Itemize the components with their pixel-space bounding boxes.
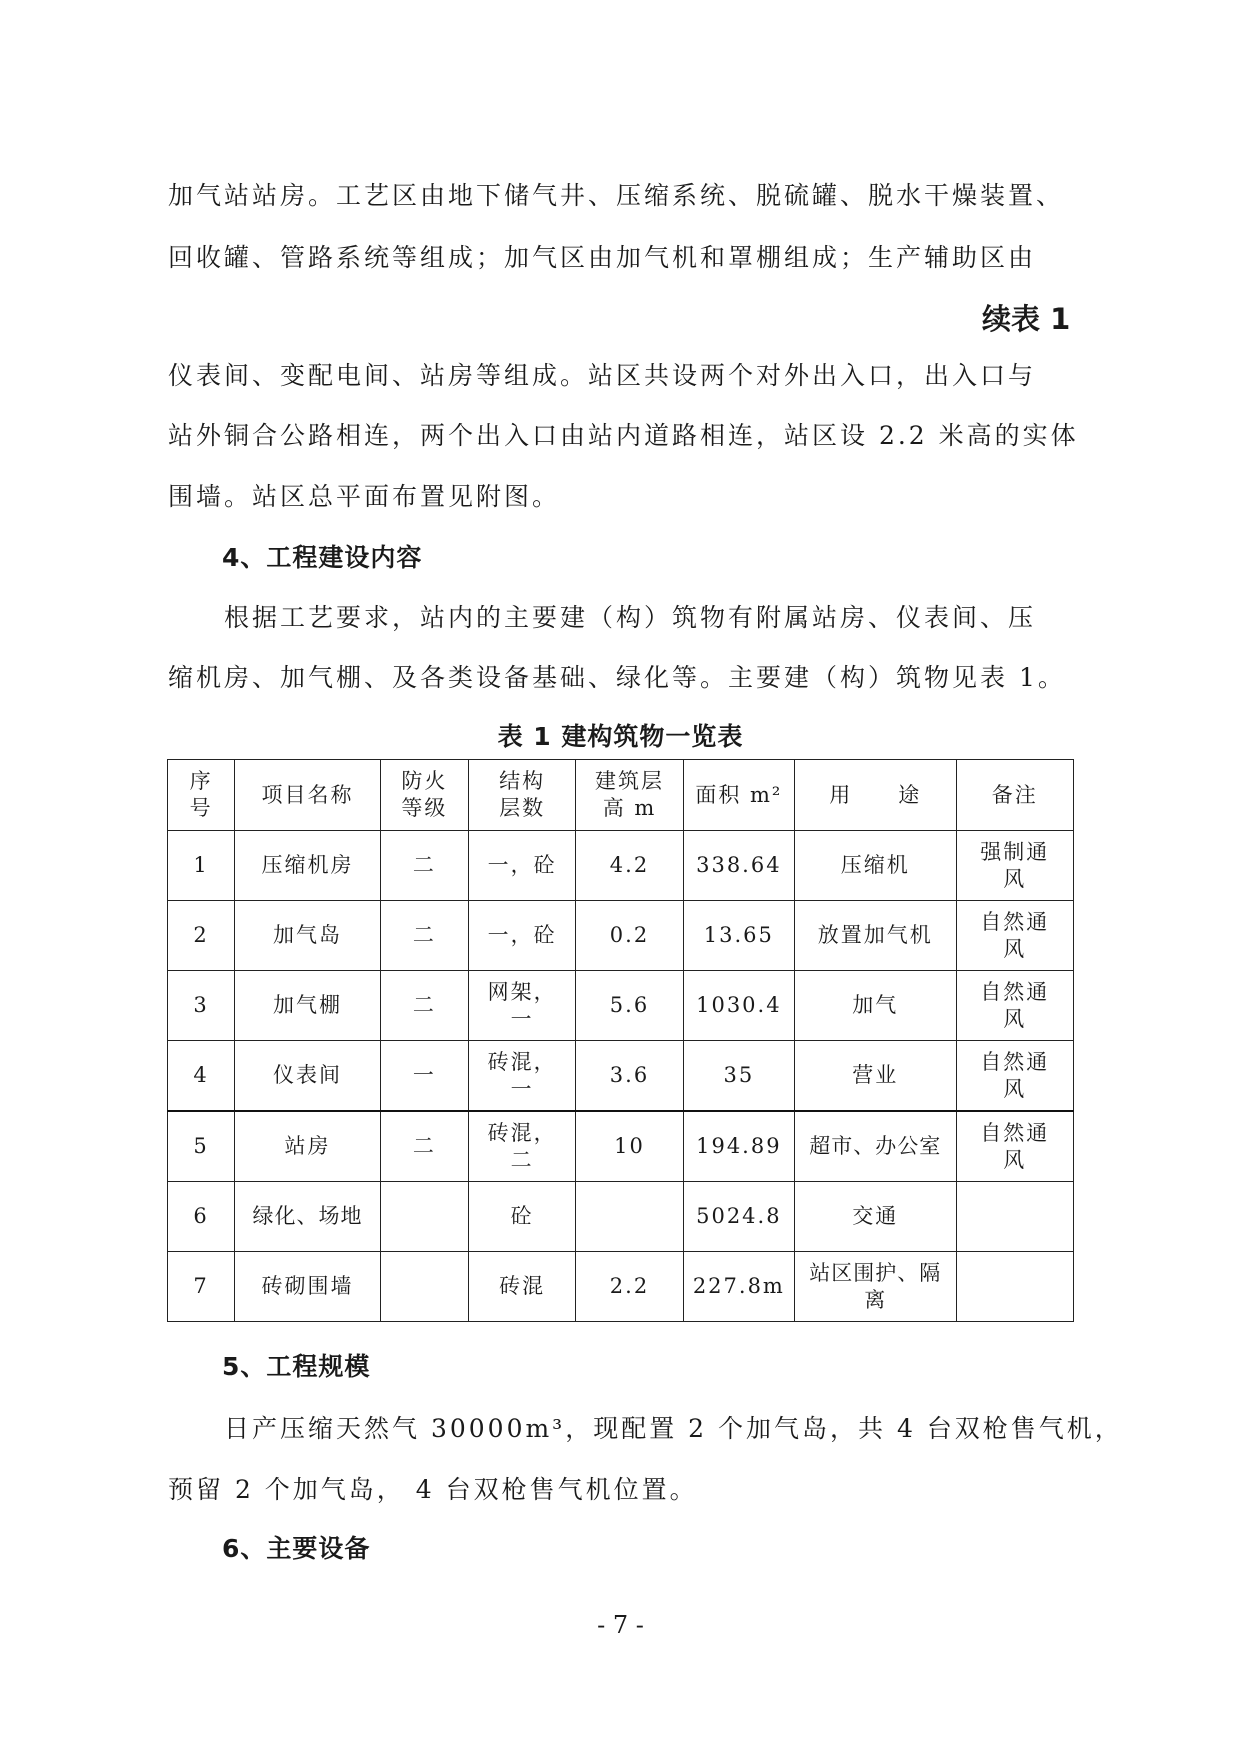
cell-struct: 网架，一: [468, 971, 575, 1041]
cell-name: 绿化、场地: [235, 1182, 380, 1252]
cell-struct: 砖混，二: [468, 1111, 575, 1182]
cell-fire: 二: [380, 831, 468, 901]
cell-area: 5024.8: [683, 1182, 794, 1252]
cell-remark: 自然通风: [956, 1041, 1073, 1112]
cell-use: 压缩机: [795, 831, 957, 901]
cell-struct: 砖混: [468, 1252, 575, 1322]
cell-no: 5: [168, 1111, 235, 1182]
header-remark: 备注: [956, 760, 1073, 831]
cell-name: 仪表间: [235, 1041, 380, 1112]
section4-line1: 根据工艺要求，站内的主要建（构）筑物有附属站房、仪表间、压: [224, 603, 1037, 632]
cell-no: 3: [168, 971, 235, 1041]
cell-use: 加气: [795, 971, 957, 1041]
cell-height: 4.2: [576, 831, 683, 901]
cell-name: 加气岛: [235, 901, 380, 971]
cell-height: 10: [576, 1111, 683, 1182]
cell-area: 35: [683, 1041, 794, 1112]
cell-no: 1: [168, 831, 235, 901]
cell-fire: [380, 1252, 468, 1322]
header-height: 建筑层高 m: [576, 760, 683, 831]
table1-caption: 表 1 建构筑物一览表: [497, 722, 744, 751]
header-area: 面积 m²: [683, 760, 794, 831]
header-no: 序号: [168, 760, 235, 831]
table-row: [168, 1111, 1074, 1182]
table-row: [168, 901, 1074, 971]
cell-name: 砖砌围墙: [235, 1252, 380, 1322]
page-number: - 7 -: [597, 1611, 644, 1639]
cell-name: 站房: [235, 1111, 380, 1182]
header-name: 项目名称: [235, 760, 380, 831]
cell-area: 227.8m: [683, 1252, 794, 1322]
paragraph2-line1: 仪表间、变配电间、站房等组成。站区共设两个对外出入口，出入口与: [168, 361, 1037, 390]
cell-no: 6: [168, 1182, 235, 1252]
cell-struct: 砼: [468, 1182, 575, 1252]
cell-fire: 二: [380, 1111, 468, 1182]
cell-no: 4: [168, 1041, 235, 1112]
cell-name: 加气棚: [235, 971, 380, 1041]
header-fire: 防火等级: [380, 760, 468, 831]
cell-height: 3.6: [576, 1041, 683, 1112]
table-row: [168, 971, 1074, 1041]
section6-heading: 6、主要设备: [222, 1534, 371, 1563]
cell-height: 2.2: [576, 1252, 683, 1322]
cell-struct: 砖混，一: [468, 1041, 575, 1112]
cell-use: 交通: [795, 1182, 957, 1252]
cell-fire: 二: [380, 971, 468, 1041]
paragraph2-line3: 围墙。站区总平面布置见附图。: [168, 482, 561, 511]
cell-fire: [380, 1182, 468, 1252]
buildings-table: [167, 759, 1074, 1322]
cell-no: 2: [168, 901, 235, 971]
cell-use: 放置加气机: [795, 901, 957, 971]
paragraph2-line2: 站外铜合公路相连，两个出入口由站内道路相连，站区设 2.2 米高的实体: [168, 421, 1079, 450]
cell-area: 194.89: [683, 1111, 794, 1182]
section4-line2: 缩机房、加气棚、及各类设备基础、绿化等。主要建（构）筑物见表 1。: [168, 663, 1066, 692]
cell-use: 站区围护、隔离: [795, 1252, 957, 1322]
cell-struct: 一，砼: [468, 901, 575, 971]
cell-no: 7: [168, 1252, 235, 1322]
cell-remark: 自然通风: [956, 1111, 1073, 1182]
cell-remark: [956, 1252, 1073, 1322]
paragraph1-line2: 回收罐、管路系统等组成；加气区由加气机和罩棚组成；生产辅助区由: [168, 243, 1037, 272]
cell-remark: 强制通风: [956, 831, 1073, 901]
section4-heading: 4、工程建设内容: [222, 543, 423, 572]
table-header-row: [168, 760, 1074, 831]
table-row: [168, 1182, 1074, 1252]
table-row: [168, 1041, 1074, 1112]
cell-area: 13.65: [683, 901, 794, 971]
cell-height: 0.2: [576, 901, 683, 971]
cell-area: 1030.4: [683, 971, 794, 1041]
table-row: [168, 831, 1074, 901]
section5-line2: 预留 2 个加气岛， 4 台双枪售气机位置。: [168, 1475, 698, 1504]
cell-height: [576, 1182, 683, 1252]
cell-remark: 自然通风: [956, 901, 1073, 971]
header-struct: 结构层数: [468, 760, 575, 831]
cell-height: 5.6: [576, 971, 683, 1041]
cell-use: 营业: [795, 1041, 957, 1112]
section5-heading: 5、工程规模: [222, 1352, 371, 1381]
section5-line1: 日产压缩天然气 30000m³，现配置 2 个加气岛，共 4 台双枪售气机，: [224, 1414, 1123, 1443]
cell-remark: 自然通风: [956, 971, 1073, 1041]
cell-name: 压缩机房: [235, 831, 380, 901]
header-use: 用 途: [795, 760, 957, 831]
cell-struct: 一，砼: [468, 831, 575, 901]
table-row: [168, 1252, 1074, 1322]
continued-table-label: 续表 1: [982, 302, 1071, 336]
cell-use: 超市、办公室: [795, 1111, 957, 1182]
paragraph1-line1: 加气站站房。工艺区由地下储气井、压缩系统、脱硫罐、脱水干燥装置、: [168, 181, 1065, 210]
cell-fire: 一: [380, 1041, 468, 1112]
cell-area: 338.64: [683, 831, 794, 901]
cell-fire: 二: [380, 901, 468, 971]
cell-remark: [956, 1182, 1073, 1252]
